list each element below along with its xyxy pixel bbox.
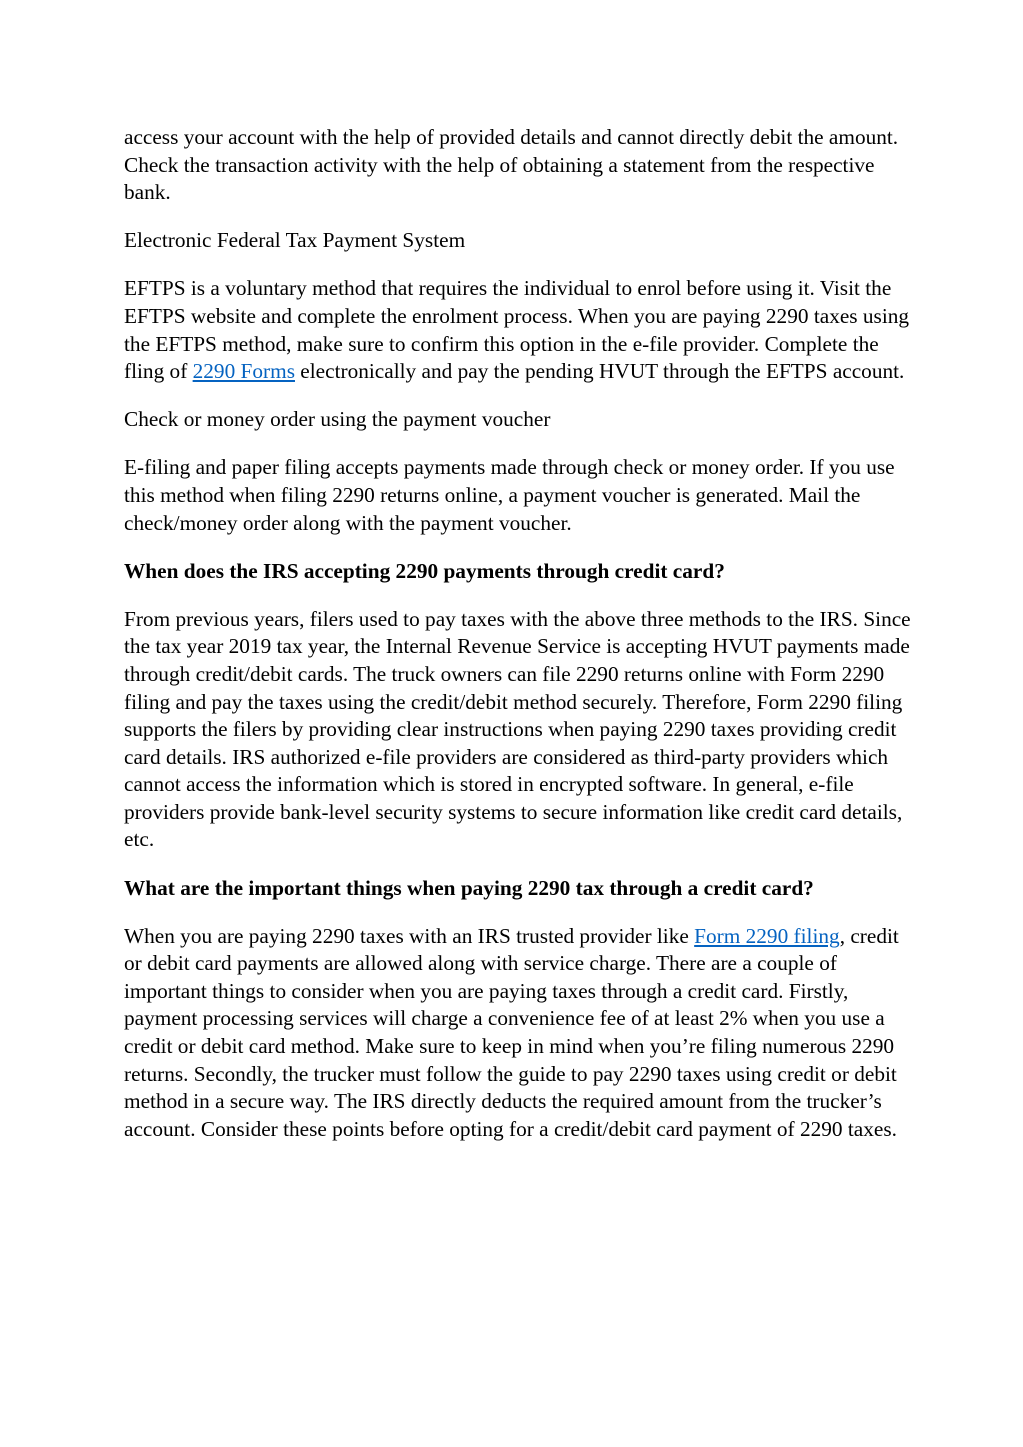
paragraph-eftps-title: Electronic Federal Tax Payment System [124, 228, 466, 253]
paragraph-eftps [124, 275, 914, 385]
document-page [124, 124, 914, 1164]
paragraph-check-title: Check or money order using the payment voucher [124, 407, 551, 432]
link-2290-forms[interactable]: 2290 Forms [192, 359, 295, 384]
link-form-2290-filing[interactable]: Form 2290 filing [694, 923, 840, 948]
paragraph-important-things [124, 923, 914, 1144]
paragraph-important-text-after: , credit or debit card payments are allowed along with service charge. There are a couple of important things to consider when you are paying taxes through a credit card. Firstly, payment processing services will charge a convenience fee of at least 2% when you use a credit or debit card method. Make sure to keep in mind when you’re filing numerous 2290 returns. Secondly, the trucker must follow the guide to pay 2290 taxes using credit or debit method in a secure way. The IRS directly deducts the required amount from the trucker’s account. Consider these points before opting for a credit/debit card payment of 2290 taxes. [124, 923, 899, 1141]
paragraph-account-access: access your account with the help of provided details and cannot directly debit the amount. Check the transaction activity with the help of obtaining a statement from the respective bank. [124, 125, 899, 205]
paragraph-eftps-text-before: EFTPS is a voluntary method that requires the individual to enrol before using it. Visit the EFTPS website and complete the enrolment process. When you are paying 2290 taxes using the EFTPS method, make sure to confirm this option in the e-file provider. Complete the fling of [124, 276, 910, 384]
paragraph-eftps-text-after: electronically and pay the pending HVUT through the EFTPS account. [294, 359, 905, 384]
paragraph-credit-card: From previous years, filers used to pay taxes with the above three methods to the IRS. Since the tax year 2019 tax year, the Internal Revenue Service is accepting HVUT payments made through credit/debit cards. The truck owners can file 2290 returns online with Form 2290 filing and pay the taxes using the credit/debit method securely. Therefore, Form 2290 filing supports the filers by providing clear instructions when paying 2290 taxes providing credit card details. IRS authorized e-file providers are considered as third-party providers which cannot access the information which is stored in encrypted software. In general, e-file providers provide bank-level security systems to secure information like credit card details, etc. [124, 606, 911, 852]
paragraph-check: E-filing and paper filing accepts payments made through check or money order. If you use this method when filing 2290 returns online, a payment voucher is generated. Mail the check/money order along with the payment voucher. [124, 455, 895, 535]
heading-credit-card-accepting: When does the IRS accepting 2290 payments through credit card? [124, 558, 725, 583]
heading-important-things: What are the important things when paying 2290 tax through a credit card? [124, 875, 814, 900]
paragraph-important-text-before: When you are paying 2290 taxes with an IRS trusted provider like [124, 923, 695, 948]
